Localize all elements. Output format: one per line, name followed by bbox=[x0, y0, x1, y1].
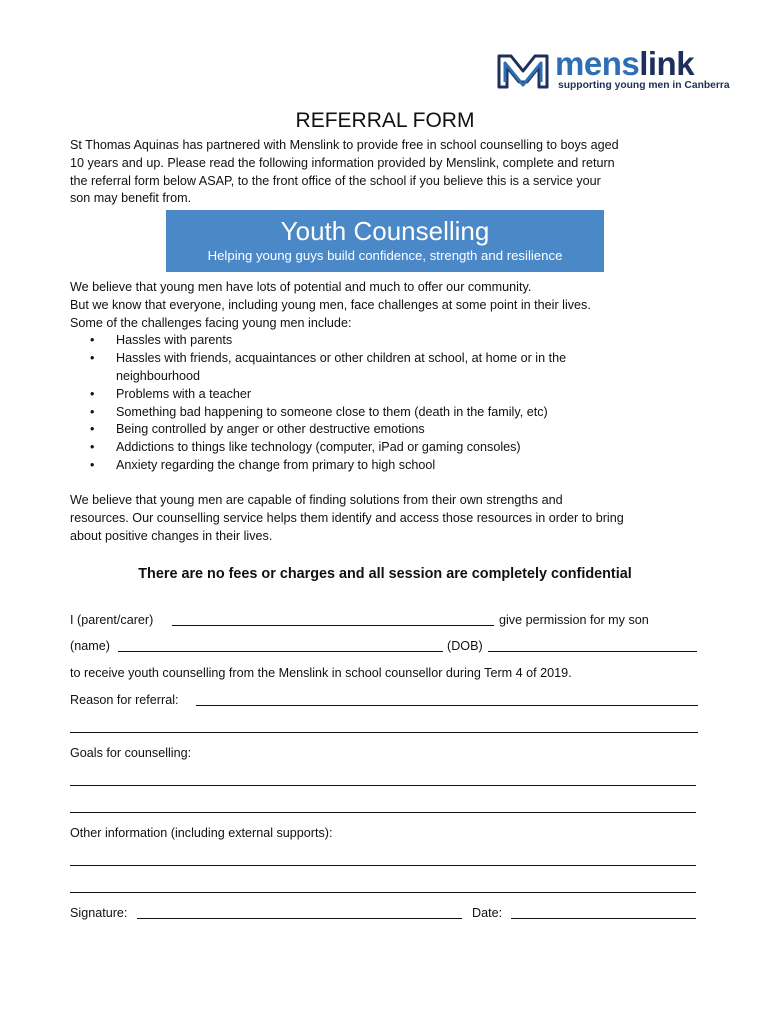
list-item: • Anxiety regarding the change from primary to high school bbox=[70, 457, 710, 475]
list-item: • Something bad happening to someone close to them (death in the family, etc) bbox=[70, 404, 710, 422]
page-title: REFERRAL FORM bbox=[295, 109, 475, 132]
date-label: Date: bbox=[472, 906, 503, 920]
goals-label: Goals for counselling: bbox=[70, 746, 192, 760]
son-name-field[interactable] bbox=[118, 651, 443, 652]
permission-text: give permission for my son bbox=[499, 613, 649, 627]
signature-label: Signature: bbox=[70, 906, 128, 920]
belief-line: We believe that young men are capable of finding solutions from their own strengths and bbox=[70, 493, 563, 507]
goals-field-line-1[interactable] bbox=[70, 785, 696, 786]
reason-field-line-2[interactable] bbox=[70, 732, 698, 733]
brand-name-part1: mens bbox=[555, 45, 640, 82]
other-info-field-line-2[interactable] bbox=[70, 892, 696, 893]
parent-label: I (parent/carer) bbox=[70, 613, 154, 627]
banner-subtitle: Helping young guys build confidence, strength and resilience bbox=[207, 248, 563, 263]
menslink-logo bbox=[496, 45, 730, 96]
list-item-continuation: neighbourhood bbox=[116, 368, 201, 383]
menslink-m-icon bbox=[496, 52, 550, 90]
body-line: Some of the challenges facing young men include: bbox=[70, 315, 352, 330]
body-line: But we know that everyone, including young men, face challenges at some point in their lives. bbox=[70, 297, 591, 312]
signature-field[interactable] bbox=[137, 918, 462, 919]
list-item: • Hassles with parents bbox=[70, 332, 710, 350]
challenges-list bbox=[70, 332, 710, 474]
dob-label: (DOB) bbox=[447, 639, 483, 653]
challenges-section bbox=[70, 279, 710, 475]
intro-line: 10 years and up. Please read the following information provided by Menslink, complete and return bbox=[70, 155, 615, 170]
intro-line: St Thomas Aquinas has partnered with Menslink to provide free in school counselling to boys aged bbox=[70, 138, 619, 152]
beliefs-paragraph bbox=[70, 492, 710, 545]
reason-label: Reason for referral: bbox=[70, 693, 179, 707]
list-item: • Being controlled by anger or other destructive emotions bbox=[70, 421, 710, 439]
parent-name-field[interactable] bbox=[172, 625, 494, 626]
intro-line: the referral form below ASAP, to the front office of the school if you believe this is a service your bbox=[70, 173, 601, 188]
list-item: • Hassles with friends, acquaintances or other children at school, at home or in the bbox=[70, 350, 710, 368]
body-line: We believe that young men have lots of potential and much to offer our community. bbox=[70, 280, 532, 294]
brand-tagline: supporting young men in Canberra bbox=[558, 80, 730, 91]
son-name-label: (name) bbox=[70, 639, 110, 653]
goals-field-line-2[interactable] bbox=[70, 812, 696, 813]
date-field[interactable] bbox=[511, 918, 696, 919]
intro-line: son may benefit from. bbox=[70, 191, 192, 206]
no-fees-statement: There are no fees or charges and all session are completely confidential bbox=[138, 566, 632, 582]
list-item: • Addictions to things like technology (computer, iPad or gaming consoles) bbox=[70, 439, 710, 457]
reason-field-line-1[interactable] bbox=[196, 705, 698, 706]
belief-line: about positive changes in their lives. bbox=[70, 528, 273, 543]
youth-counselling-banner bbox=[166, 210, 604, 272]
belief-line: resources. Our counselling service helps them identify and access those resources in order to bring bbox=[70, 510, 624, 525]
intro-paragraph bbox=[70, 137, 710, 208]
other-info-field-line-1[interactable] bbox=[70, 865, 696, 866]
brand-name-part2: link bbox=[639, 45, 695, 82]
banner-title: Youth Counselling bbox=[280, 216, 490, 246]
consent-text: to receive youth counselling from the Menslink in school counsellor during Term 4 of 2019. bbox=[70, 666, 572, 680]
other-info-label: Other information (including external supports): bbox=[70, 826, 333, 840]
dob-field[interactable] bbox=[488, 651, 697, 652]
brand-name bbox=[555, 44, 694, 84]
list-item: • Problems with a teacher bbox=[70, 386, 710, 404]
